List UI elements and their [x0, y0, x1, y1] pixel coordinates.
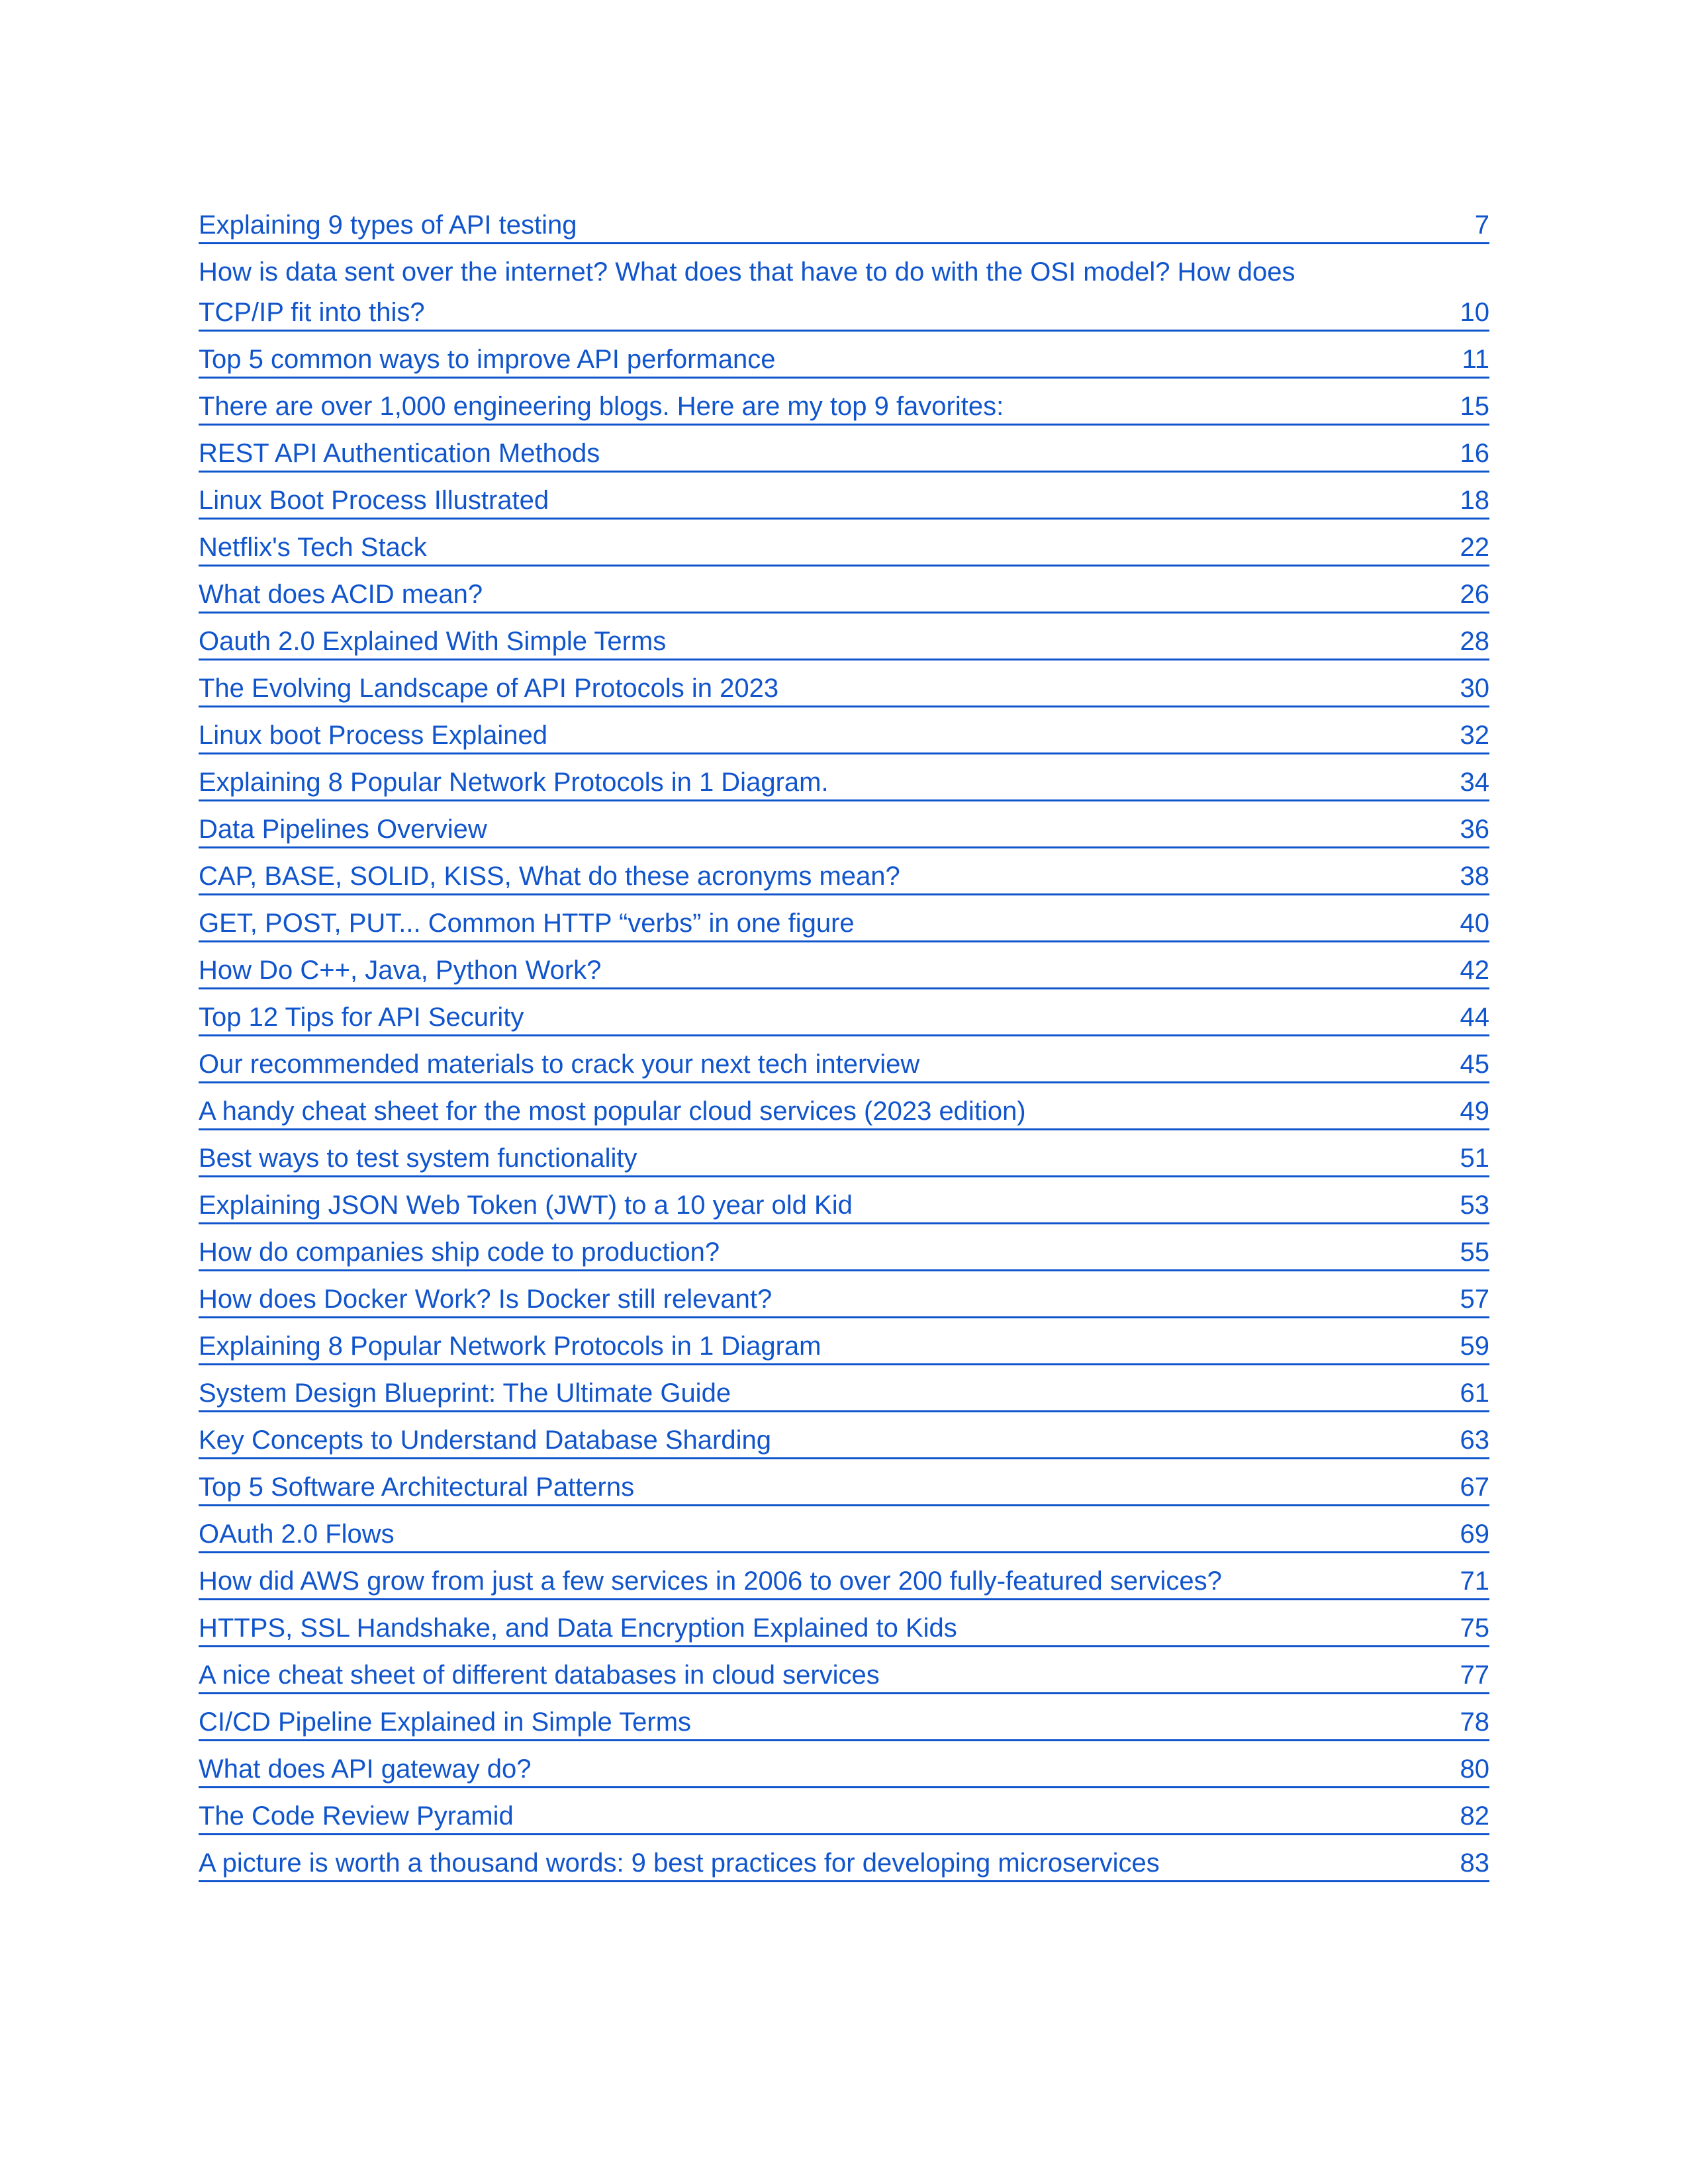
toc-entry-title: A handy cheat sheet for the most popular cloud services (2023 edition)	[199, 1098, 1026, 1126]
toc-entry-link[interactable]	[199, 949, 1489, 989]
toc-entry-title: Netflix's Tech Stack	[199, 534, 427, 562]
toc-entry-title: Linux boot Process Explained	[199, 722, 547, 750]
toc-entry-title: What does API gateway do?	[199, 1756, 532, 1784]
toc-entry-line	[199, 620, 1489, 660]
toc-entry-link[interactable]	[199, 808, 1489, 848]
toc-entry-title: How Do C++, Java, Python Work?	[199, 957, 602, 985]
toc-entry-page-number: 71	[1460, 1567, 1489, 1596]
toc-entry-title: Our recommended materials to crack your next tech interview	[199, 1051, 920, 1079]
toc-entry-title: Top 5 Software Architectural Patterns	[199, 1474, 635, 1502]
toc-entry-line	[199, 1231, 1489, 1271]
toc-entry-link[interactable]	[199, 204, 1489, 244]
toc-entry-page-number: 36	[1460, 815, 1489, 844]
toc-entry-title: What does ACID mean?	[199, 581, 483, 609]
toc-entry-link[interactable]	[199, 1513, 1489, 1553]
toc-entry-link[interactable]	[199, 1701, 1489, 1741]
toc-entry-line	[199, 526, 1489, 567]
toc-entry-line	[199, 949, 1489, 989]
toc-entry-page-number: 22	[1460, 533, 1489, 562]
toc-entry-link[interactable]	[199, 996, 1489, 1036]
toc-entry-title: Explaining 9 types of API testing	[199, 212, 577, 240]
toc-entry-title: REST API Authentication Methods	[199, 440, 600, 468]
toc-entry-title: How do companies ship code to production?	[199, 1239, 720, 1267]
toc-entry-title: System Design Blueprint: The Ultimate Guide	[199, 1380, 731, 1408]
toc-entry-page-number: 69	[1460, 1520, 1489, 1549]
toc-entry-page-number: 32	[1460, 721, 1489, 750]
toc-entry-link[interactable]	[199, 1325, 1489, 1365]
toc-entry-page-number: 15	[1460, 392, 1489, 421]
toc-entry-link[interactable]	[199, 526, 1489, 567]
toc-entry-page-number: 82	[1460, 1801, 1489, 1831]
toc-entry-page-number: 26	[1460, 580, 1489, 609]
toc-entry-line	[199, 573, 1489, 614]
toc-entry-title: Top 12 Tips for API Security	[199, 1004, 524, 1032]
toc-entry-link[interactable]	[199, 1560, 1489, 1600]
toc-entry-page-number: 30	[1460, 674, 1489, 703]
toc-entry-line	[199, 1372, 1489, 1412]
toc-entry-title: A nice cheat sheet of different databases in cloud services	[199, 1662, 880, 1690]
toc-entry-title: Explaining 8 Popular Network Protocols in 1 Diagram.	[199, 769, 829, 797]
toc-entry-line	[199, 1419, 1489, 1459]
toc-entry-link[interactable]	[199, 1466, 1489, 1506]
toc-entry-line	[199, 902, 1489, 942]
toc-entry-page-number: 44	[1460, 1003, 1489, 1032]
toc-entry-title: Oauth 2.0 Explained With Simple Terms	[199, 628, 667, 656]
toc-entry-line	[199, 808, 1489, 848]
toc-entry-link[interactable]	[199, 620, 1489, 660]
toc-entry-line	[199, 1043, 1489, 1083]
toc-entry-page-number: 61	[1460, 1379, 1489, 1408]
toc-entry-line	[199, 291, 1489, 332]
toc-entry-line	[199, 479, 1489, 520]
toc-entry-title: OAuth 2.0 Flows	[199, 1521, 395, 1549]
toc-entry-page-number: 18	[1460, 486, 1489, 515]
toc-entry-title: HTTPS, SSL Handshake, and Data Encryption Explained to Kids	[199, 1615, 957, 1643]
toc-entry-line	[199, 1278, 1489, 1318]
toc-entry-page-number: 7	[1474, 210, 1489, 240]
toc-entry-line	[199, 1325, 1489, 1365]
toc-entry-line	[199, 1795, 1489, 1835]
toc-entry-line	[199, 432, 1489, 473]
toc-entry-title: Data Pipelines Overview	[199, 816, 487, 844]
toc-entry-link[interactable]	[199, 1278, 1489, 1318]
toc-entry-title: CAP, BASE, SOLID, KISS, What do these acronyms mean?	[199, 863, 900, 891]
toc-entry-line	[199, 1701, 1489, 1741]
toc-entry-page-number: 80	[1460, 1754, 1489, 1784]
toc-entry-line	[199, 714, 1489, 754]
toc-entry-link[interactable]	[199, 1231, 1489, 1271]
toc-entry-line	[199, 1607, 1489, 1647]
toc-entry-line	[199, 855, 1489, 895]
toc-entry-page-number: 57	[1460, 1285, 1489, 1314]
toc-entry-link[interactable]	[199, 479, 1489, 520]
toc-entry-page-number: 75	[1460, 1614, 1489, 1643]
toc-entry-page-number: 10	[1460, 298, 1489, 327]
toc-entry-line	[199, 204, 1489, 244]
toc-entry-link[interactable]	[199, 1184, 1489, 1224]
toc-entry-line	[199, 1184, 1489, 1224]
toc-entry-title: TCP/IP fit into this?	[199, 299, 425, 327]
toc-entry-page-number: 38	[1460, 862, 1489, 891]
toc-entry-line	[199, 996, 1489, 1036]
toc-entry-page-number: 45	[1460, 1050, 1489, 1079]
toc-entry-page-number: 59	[1460, 1332, 1489, 1361]
toc-entry-page-number: 42	[1460, 956, 1489, 985]
toc-entry-link[interactable]	[199, 1607, 1489, 1647]
toc-entry-title: Linux Boot Process Illustrated	[199, 487, 549, 515]
toc-entry-title: The Code Review Pyramid	[199, 1803, 514, 1831]
toc-entry-link[interactable]	[199, 573, 1489, 614]
toc-entry-link[interactable]	[199, 1372, 1489, 1412]
toc-entry-page-number: 77	[1460, 1661, 1489, 1690]
toc-entry-page-number: 16	[1460, 439, 1489, 468]
toc-entry-title: Explaining JSON Web Token (JWT) to a 10 year old Kid	[199, 1192, 853, 1220]
toc-entry-page-number: 49	[1460, 1097, 1489, 1126]
toc-entry-link[interactable]	[199, 1137, 1489, 1177]
toc-entry-title: Top 5 common ways to improve API performance	[199, 346, 776, 374]
toc-entry-link[interactable]	[199, 1419, 1489, 1459]
toc-entry-title: CI/CD Pipeline Explained in Simple Terms	[199, 1709, 692, 1737]
toc-entry-page-number: 63	[1460, 1426, 1489, 1455]
toc-entry-title: The Evolving Landscape of API Protocols in 2023	[199, 675, 779, 703]
toc-entry-link[interactable]	[199, 1090, 1489, 1130]
toc-entry-line	[199, 1513, 1489, 1553]
toc-entry-line	[199, 1137, 1489, 1177]
toc-entry-title: A picture is worth a thousand words: 9 best practices for developing microservices	[199, 1850, 1160, 1878]
toc-entry-title: Key Concepts to Understand Database Sharding	[199, 1427, 771, 1455]
toc-entry-line	[199, 385, 1489, 426]
toc-entry-page-number: 78	[1460, 1707, 1489, 1737]
toc-entry-title: Best ways to test system functionality	[199, 1145, 637, 1173]
toc-entry-link[interactable]	[199, 251, 1489, 332]
toc-entry-link[interactable]	[199, 1795, 1489, 1835]
toc-entry-page-number: 55	[1460, 1238, 1489, 1267]
toc-entry-line	[199, 1842, 1489, 1882]
toc-entry-page-number: 53	[1460, 1191, 1489, 1220]
toc-entry-line	[199, 1466, 1489, 1506]
toc-entry-title: How does Docker Work? Is Docker still relevant?	[199, 1286, 773, 1314]
toc-entry-link[interactable]	[199, 1654, 1489, 1694]
toc-entry-link[interactable]	[199, 1043, 1489, 1083]
toc-entry-link[interactable]	[199, 1748, 1489, 1788]
toc-entry-link[interactable]	[199, 667, 1489, 707]
toc-entry-line	[199, 338, 1489, 379]
toc-entry-link[interactable]	[199, 761, 1489, 801]
toc-entry-link[interactable]	[199, 1842, 1489, 1882]
toc-entry-link[interactable]	[199, 338, 1489, 379]
toc-entry-title: How did AWS grow from just a few services in 2006 to over 200 fully-featured services?	[199, 1568, 1222, 1596]
toc-entry-page-number: 40	[1460, 909, 1489, 938]
toc-entry-line	[199, 251, 1489, 291]
toc-entry-page-number: 67	[1460, 1473, 1489, 1502]
toc-entry-line	[199, 667, 1489, 707]
toc-entry-title: There are over 1,000 engineering blogs. Here are my top 9 favorites:	[199, 393, 1004, 421]
toc-entry-page-number: 83	[1460, 1848, 1489, 1878]
toc-entry-link[interactable]	[199, 385, 1489, 426]
toc-entry-link[interactable]	[199, 902, 1489, 942]
toc-entry-title: GET, POST, PUT... Common HTTP “verbs” in one figure	[199, 910, 855, 938]
toc-entry-line	[199, 761, 1489, 801]
toc-entry-page-number: 51	[1460, 1144, 1489, 1173]
toc-entry-link[interactable]	[199, 855, 1489, 895]
toc-entry-line	[199, 1654, 1489, 1694]
toc-entry-link[interactable]	[199, 432, 1489, 473]
toc-entry-page-number: 28	[1460, 627, 1489, 656]
toc-entry-page-number: 34	[1460, 768, 1489, 797]
toc-entry-link[interactable]	[199, 714, 1489, 754]
toc-entry-line	[199, 1560, 1489, 1600]
toc-entry-line	[199, 1090, 1489, 1130]
table-of-contents	[199, 204, 1489, 1882]
toc-entry-title: How is data sent over the internet? What does that have to do with the OSI model? How does	[199, 259, 1295, 291]
toc-entry-page-number: 11	[1462, 345, 1489, 374]
toc-entry-title: Explaining 8 Popular Network Protocols in 1 Diagram	[199, 1333, 821, 1361]
toc-entry-line	[199, 1748, 1489, 1788]
